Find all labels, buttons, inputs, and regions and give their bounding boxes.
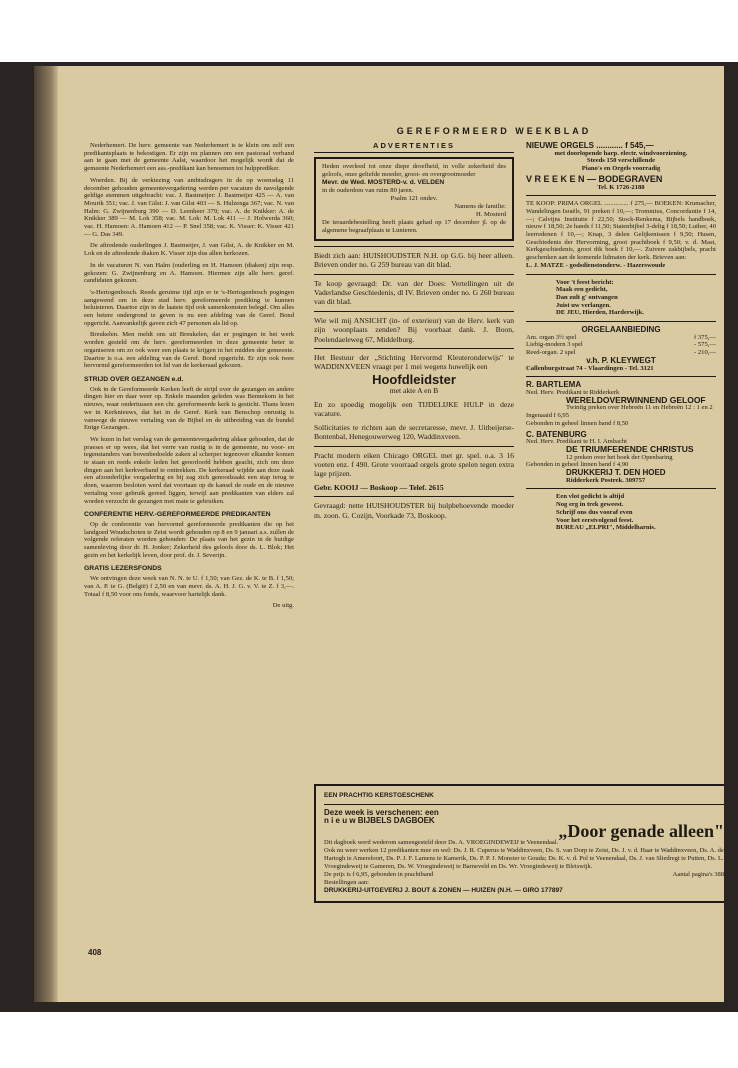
article-conferentie: Op de conferentie van hervormd gereformeerde predikanten die op het landgoed Woudschoten te Zeist wordt gehouden op 8 en 9 januari a.s. zullen de volgende referaten worden gehouden: De plaats van het gezin in de huidige samenleving door dr. H. Jonker; Zekerheid des geloofs door ds. L. Blok; Het gezin en het kerkelijk leven, door prof. dr. J. Severijn. bbox=[84, 520, 294, 559]
ads-column-right bbox=[526, 142, 716, 532]
divider bbox=[314, 246, 514, 247]
ad-huishoudster-2: Gevraagd: nette HUISHOUDSTER bij hulpbehoevende moeder m. zoon. G. Cozijn, Voorkade 73, Boskoop. bbox=[314, 501, 514, 520]
kerst-ad bbox=[314, 784, 724, 903]
ad-te-koop-gevraagd: Te koop gevraagd: Dr. van der Does: Vertellingen uit de Vaderlandse Geschiedenis, dl IV. Brieven onder no. G 260 bureau van dit blad. bbox=[314, 278, 514, 307]
masthead: GEREFORMEERD WEEKBLAD bbox=[396, 126, 592, 136]
article-hertogenbosch: 's-Hertogenbosch. Reeds geruime tijd zijn er te 's-Hertogenbosch pogingen aangewend om in deze stad herv. gereformeerde prediking te kunnen beluisteren. Daartoe zijn in de laatste tijd ook samenkomsten belegd. Om alles een betere ondergrond te geven is nu een afdeling van de Geref. Bond opgericht. Aanvankelijk gaven zich 47 personen als lid op. bbox=[84, 288, 294, 327]
feest-line: Dan zult g' ontvangen bbox=[556, 293, 618, 301]
death-family: Namens de familie: bbox=[454, 202, 506, 210]
elpri-line: Schrijf ons dus vooraf even bbox=[556, 508, 633, 516]
kerst-line-7: Bestellingen aan: bbox=[324, 879, 369, 886]
kerst-price-row bbox=[324, 871, 724, 879]
orgels-line-2: Steeds 150 verschillende bbox=[586, 157, 656, 165]
ad-tijdelijke-hulp: En zo spoedig mogelijk een TIJDELIJKE HULP in deze vacature. bbox=[314, 399, 514, 419]
article-woerden: Woerden. Bij de verkiezing van ambtsdragers in de op woensdag 11 december gehouden gemeentevergadering werden per vacature de navolgende geldige stemmen uitgebracht: vac. J. Bastmeijer: J. Bastmeijer 425 — A. van Mourik 351; vac. J. van Gilst: J. van Gilst 403 — S. Hulzenga 367; vac. N. van Halm: G. Zwijnenburg 390 — D. Leenheer 379; vac. A. de Knikker: A. de Knikker 389 — M. Lok 358; vac. M. Lok: M. Lok 411 — J. Holwerda 360; vac. H. Hamoen: A. Hamoen 412 — P. Snel 358; vac. K. Visser: K. Visser 421 — G. Das 349. bbox=[84, 176, 294, 238]
bartlema-title: WERELDOVERWINNEND GELOOF bbox=[566, 394, 706, 405]
orgel-name: Reed-organ. 2 spel bbox=[526, 349, 576, 357]
divider bbox=[526, 488, 716, 489]
kleywegt: v.h. P. KLEYWEGT bbox=[586, 355, 656, 365]
news-column bbox=[84, 142, 294, 610]
page-number: 408 bbox=[88, 948, 102, 957]
orgels-line-1: met doorlopende harp. electr. windvoorziening. bbox=[554, 149, 688, 157]
newspaper-page bbox=[34, 66, 724, 1002]
ads-title: ADVERTENTIES bbox=[314, 142, 514, 153]
feest-line: Juist uw verlangen. bbox=[556, 301, 611, 309]
kerst-publisher: DRUKKERIJ-UITGEVERIJ J. BOUT & ZONEN — HUIZEN (N.H. — GIRO 177897 bbox=[324, 887, 563, 894]
bartlema-desc: Twintig preken over Hebreën 11 en Hebreën 12 : 1 en 2 bbox=[566, 404, 713, 412]
orgel-price: f 375,— bbox=[694, 333, 716, 341]
divider bbox=[526, 274, 716, 275]
vreeken-tel: Tel. K 1726-2188 bbox=[597, 183, 645, 191]
page-binding bbox=[34, 66, 58, 1002]
feest-line: Voor 't feest bericht: bbox=[556, 278, 614, 286]
orgel-name: Am. organ 3½ spel bbox=[526, 333, 577, 341]
batenburg-price: Gebonden in geheel linnen band f 4,90 bbox=[526, 461, 629, 469]
elpri-ad bbox=[526, 493, 716, 532]
bartlema-price-1: Ingenaaid f 6,95 bbox=[526, 412, 570, 420]
death-burial: De teraardebestelling heeft plaats gehad op 17 december jl. op de algemene begraafplaats te Lunteren. bbox=[322, 218, 506, 234]
death-age: in de ouderdom van ruim 80 jaren. bbox=[322, 186, 414, 194]
feest-line: DE JEU, Hierden, Harderwijk. bbox=[556, 309, 644, 317]
bartlema-name: R. BARTLEMA bbox=[526, 380, 582, 390]
feest-ad bbox=[526, 279, 716, 318]
orgels-head: NIEUWE ORGELS ............ f 545,— bbox=[526, 141, 654, 150]
bartlema-price-2: Gebonden in geheel linnen band f 8,50 bbox=[526, 419, 629, 427]
heading-lezersfonds: GRATIS LEZERSFONDS bbox=[84, 565, 162, 573]
koop-sign: L. J. MATZE - godsdienstonderw. - Hazerswoude bbox=[526, 261, 666, 269]
divider bbox=[526, 195, 716, 196]
article-strijd-2: We lezen in het verslag van de gemeentevergadering aldaar gehouden, dat de praeses er op wees, dat het verre van rustig is in de gemeente, nu voor- en tegenstanders van bovenbedoelde zaken al scherper tegenover elkander komen te staan en reeds enkele leden het geoorloofd hebben geacht, zich om deze dingen aan het kerkverband te onttrekken. De kerkeraad wijdde aan deze zaak een afzonderlijke vergadering en bij zag zich genoodzaakt een stap terug te doen, waarom besloten werd dat voortaan op de kansel de oude en de nieuwe vertaling voor gebruik gereed liggen, terwijl aan predikanten van elders zal worden verzocht de gezangen met mate te gebruiken. bbox=[84, 435, 294, 505]
ad-kooij: Gebr. KOOIJ — Boskoop — Telef. 2615 bbox=[314, 482, 444, 492]
elpri-line: Een vlot gedicht is altijd bbox=[556, 493, 625, 501]
kerst-title: „Door genade alleen" bbox=[558, 821, 724, 841]
kerst-line-3: n i e u w BIJBELS DAGBOEK bbox=[324, 816, 435, 825]
divider bbox=[526, 376, 716, 377]
elpri-line: Nog erg in trek geweest. bbox=[556, 501, 624, 509]
kerst-line-2: Deze week is verschenen: een bbox=[324, 808, 439, 817]
article-strijd-1: Ook in de Gereformeerde Kerken leeft de strijd over de gezangen en andere dingen hier en daar weer op. Enkele maanden geleden was Bennekom in het nieuws, waar ondertussen een chr. gereformeerde kerk is gesticht. Thans lezen we in Kerknieuws, dat het in de Geref. Kerk van Benschop onrustig is vanwege de nieuwe vertaling van de Bijbel en de uitbreiding van de bundel Enige Gezangen. bbox=[84, 385, 294, 432]
article-lezersfonds: We ontvingen deze week van N. N. te U. f 1,50; van Gez. de K. te B. f 1,50; van A. P. te G. (België) f 2,50 en van mevr. ds. A. H. J. G. v. V. te Z. f 3,—. Totaal f 8,50 voor ons fonds, waarvoor hartelijk dank. bbox=[84, 575, 294, 598]
den-hoed: DRUKKERIJ T. DEN HOED bbox=[566, 468, 666, 478]
death-psalm: Psalm 121 ondev. bbox=[390, 194, 438, 202]
ad-hoofdleidster-sub: met akte A en B bbox=[389, 386, 439, 396]
den-hoed-address: Ridderkerk Postrek. 309757 bbox=[566, 476, 646, 484]
orgelaanbieding-head: ORGELAANBIEDING bbox=[581, 325, 661, 335]
divider bbox=[526, 321, 716, 322]
ad-kleuteronderwijs: Het Bestuur der „Stichting Hervormd Kleuteronderwijs" te WADDINXVEEN vraagt per 1 mei wegens huwelijk een bbox=[314, 352, 514, 372]
divider bbox=[314, 446, 514, 447]
feest-line: Maak een gedicht, bbox=[556, 286, 608, 294]
ad-ansicht: Wie wil mij ANSICHT (in- of exterieur) van de Herv. kerk van zijn woonplaats zenden? Bij voorbaat dank. J. Boon, Poelendaeleweg 67, Middelburg. bbox=[314, 315, 514, 344]
divider bbox=[314, 311, 514, 312]
kerst-pages: Aantal pagina's 388 bbox=[672, 871, 724, 878]
death-notice bbox=[314, 157, 514, 241]
divider bbox=[324, 804, 724, 805]
batenburg-name: C. BATENBURG bbox=[526, 429, 587, 439]
orgel-list bbox=[526, 334, 716, 357]
elpri-line: BUREAU „ELPRI", Middelharnis. bbox=[556, 524, 656, 532]
scan-frame bbox=[0, 62, 738, 1012]
death-text: Heden overleed tot onze diepe droefheid, in volle zekerheid des geloofs, onze geliefde moeder, groot- en overgrootmoeder bbox=[322, 162, 506, 178]
bartlema-line: Ned. Herv. Predikant te Ridderkerk bbox=[526, 388, 620, 396]
orgel-price: - 210,— bbox=[694, 349, 716, 357]
kerst-line-4: Dit dagboek werd wederom samengesteld door Ds. A. VROEGINDEWEIJ te Veenendaal. bbox=[324, 839, 559, 846]
kerst-line-1: EEN PRACHTIG KERSTGESCHENK bbox=[324, 792, 434, 799]
kleywegt-address: Callenburgstraat 74 - Vlaardingen - Tel. 3121 bbox=[526, 364, 654, 372]
batenburg-desc: 12 preken over het boek der Openbaring bbox=[566, 453, 673, 461]
elpri-line: Voor het eerstvolgend feest. bbox=[556, 516, 634, 524]
vreeken: V R E E K E N — BODEGRAVEN bbox=[526, 173, 663, 184]
ad-sollicitaties: Sollicitaties te richten aan de secretaresse, mevr. J. Uitbeijerse-Bontenbal, Henegouwerweg 120, Waddinxveen. bbox=[314, 422, 514, 442]
signature: De uitg. bbox=[272, 602, 294, 610]
orgel-row bbox=[526, 334, 716, 342]
batenburg-line: Ned. Herv. Predikant te H. I. Ambacht bbox=[526, 438, 628, 446]
death-family-name: H. Mosterd bbox=[475, 210, 506, 218]
heading-strijd: STRIJD OVER GEZANGEN e.d. bbox=[84, 375, 184, 383]
ad-hoofdleidster: Hoofdleidster bbox=[372, 371, 456, 387]
article-woerden-cont-1: De aftredende ouderlingen J. Bastmeijer, J. van Gilst, A. de Knikker en M. Lok en de aftredende diaken K. Visser zijn dus allen herkozen. bbox=[84, 242, 294, 258]
ad-chicago-orgel: Pracht modern eiken Chicago ORGEL met gr. spel. o.a. 3 16 voeten enz. f 490. Grote voorraad orgels grote spelen tegen extra lage prijzen. bbox=[314, 450, 514, 479]
batenburg-title: DE TRIUMFERENDE CHRISTUS bbox=[566, 443, 694, 454]
divider bbox=[314, 496, 514, 497]
death-name: Mevr. de Wed. MOSTERD-v. d. VELDEN bbox=[322, 178, 445, 186]
orgels-line-3: Piano's en Orgels voorradig bbox=[581, 165, 661, 173]
orgel-row bbox=[526, 341, 716, 349]
divider bbox=[314, 274, 514, 275]
ad-huishoudster-1: Biedt zich aan: HUISHOUDSTER N.H. op G.G. bij heer alleen. Brieven onder no. G 259 bureau van dit blad. bbox=[314, 250, 514, 270]
heading-conferentie: CONFERENTIE HERV.-GEREFORMEERDE PREDIKANTEN bbox=[84, 511, 271, 519]
ads-column bbox=[314, 142, 514, 524]
article-breukelen: Breukelen. Men meldt ons uit Breukelen, dat er pogingen in het werk worden gesteld om de herv. gereformeerden in deze gemeente beter te organiseren om zo ook weer een plaats te krijgen in het midden der gemeente. Daartoe is o.a. een afdeling van de Geref. Bond opgericht. Er zijn ook twee hervormd gereformeerden tot lid van de kerkeraad gekozen. bbox=[84, 331, 294, 370]
orgel-price: - 575,— bbox=[694, 341, 716, 349]
orgel-name: Liebig-modern 3 spel bbox=[526, 341, 583, 349]
kerst-price: De prijs is f 6,95, gebonden in prachtband bbox=[324, 871, 434, 878]
kerst-line-5: Ook nu weer werken 12 predikanten mee en wel: Ds. J. R. Cuperus te Waddinxveen, Ds. S. van Dorp te Zeist, Ds. J. v. d. Haar te Waddinxveen, Ds. A. de Hartogh te Amersfoort, Ds. P. J. F. Lamens te Kamerik, Ds. P. P. J. Monster te Gouda; Ds. K. v. d. Pol te Veenendaal, Ds. J. van Sliedregt te Putten, Ds. L. Vroegindeweij te Gameren, Ds. W. Vroegindeweij te Barneveld en Ds. Wr. Vroegindeweij te Bleiswijk. bbox=[324, 847, 724, 870]
koop-text: TE KOOP: PRIMA ORGEL ............... f 275,— BOEKEN: Krumacher, Wandelingen Israëls, 91 preken f 10,—; Trommius, Concordantie f 14,—; Calvijns Institutie f 22,50; Stock-Renkema, Bijbels handboek, nieuw f 18,50; 2e hands f 11,50; Statenbijbel 3-delig f 18,50; Luther, 40 leerredenen f 10,—; Knap, 3 delen Gelijkenissen f 9,50; Husen, Geschiedenis der Hervorming, groot prachtboek f 9,50; v. d. Mast, Kerkgeschiedenis, groot dik boek f 10,—. Zuivere zakbijbels, pracht geschenken aan de komende lidmaten der kerk. Brieven aan: bbox=[526, 200, 716, 262]
article-nederhemert: Nederhemert. De herv. gemeente van Nederhemert is te klein om zelf een predikantsplaats te bekostigen. Er zijn nu plannen om een pastoraal verband aan te gaan met de gemeente Aalst, waardoor het mogelijk wordt dat de gemeente Nederhemert een ass.-predikant kan benoemen tot hulpprediker. bbox=[84, 142, 294, 173]
article-woerden-cont-2: In de vacaturen N. van Halm (ouderling en H. Hamoen (diaken) zijn resp. gekozen: G. Zwijnenburg en A. Hamoen. Hiermee zijn alle herv. geref. candidaten gekozen. bbox=[84, 261, 294, 285]
divider bbox=[314, 348, 514, 349]
